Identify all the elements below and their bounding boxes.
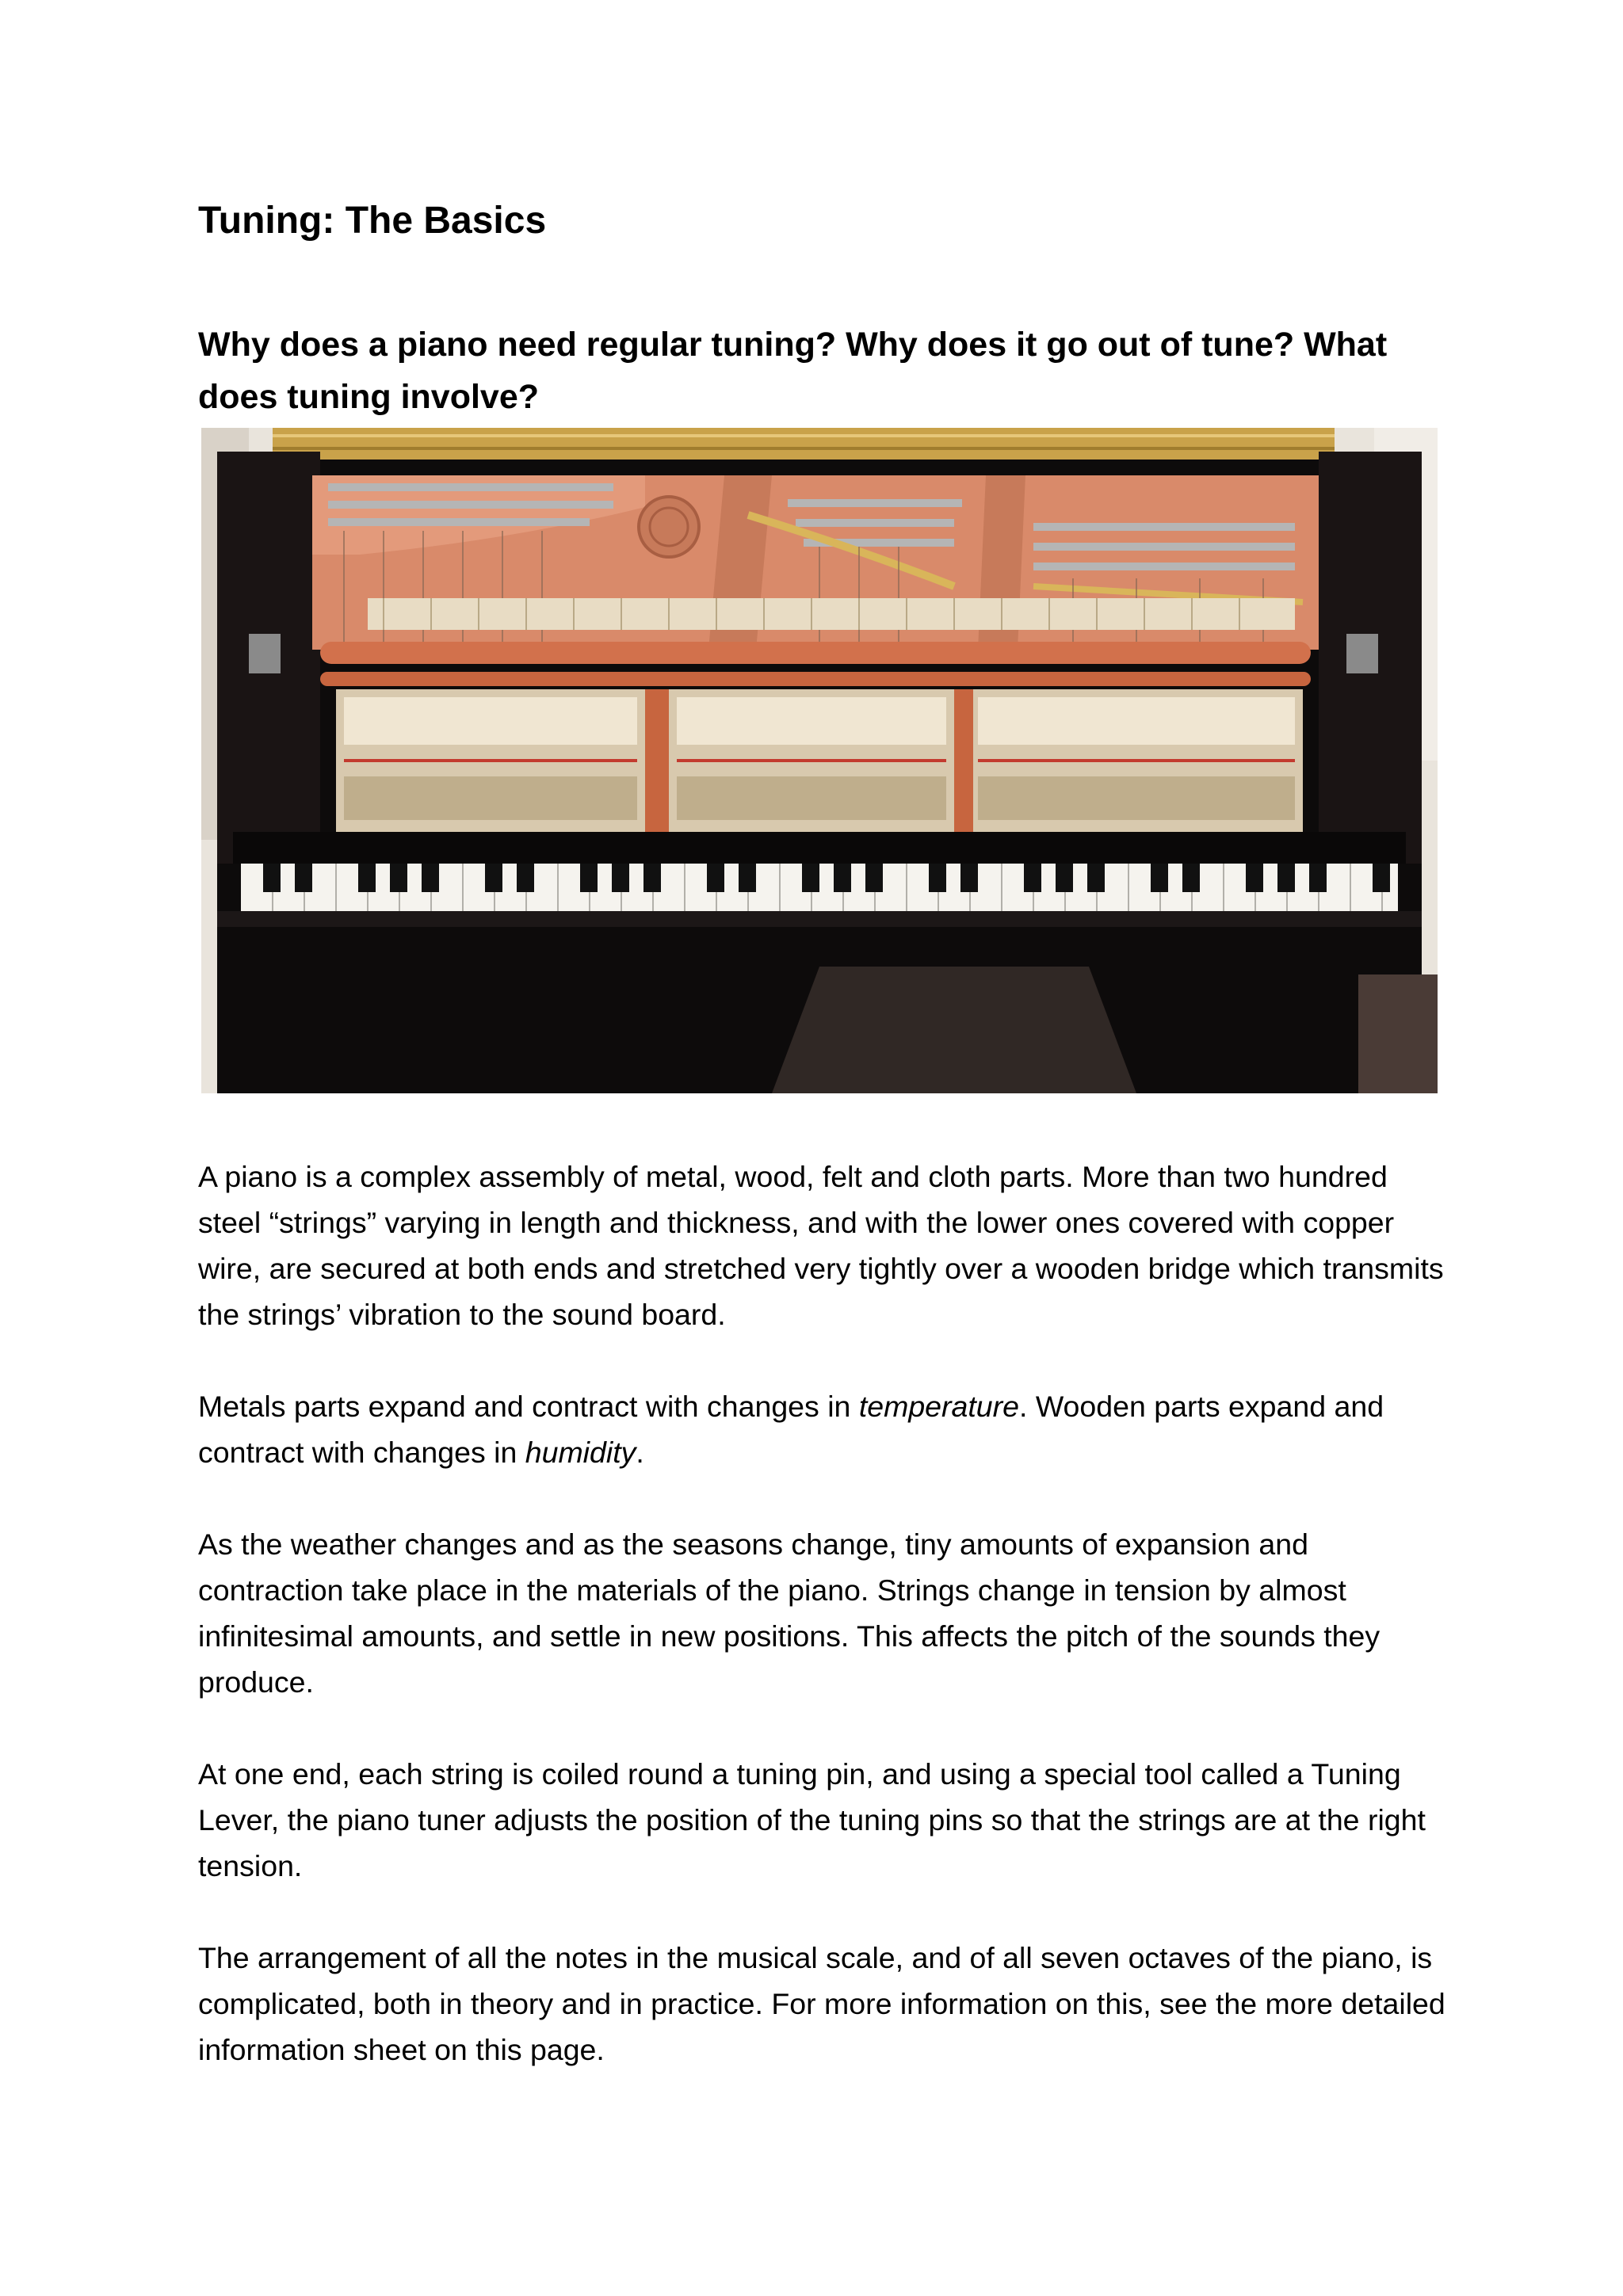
paragraph-5: The arrangement of all the notes in the musical scale, and of all seven octaves of the piano, is complicated, both in theory and in practice. For more information on this, see the more detailed information sheet on this page. bbox=[198, 1941, 1445, 2066]
emphasis-temperature: temperature bbox=[858, 1390, 1019, 1423]
page-title: Tuning: The Basics bbox=[198, 200, 547, 242]
paragraph-3: As the weather changes and as the seasons change, tiny amounts of expansion and contraction take place in the materials of the piano. Strings change in tension by almost infinitesimal amounts, and settle in new positions. This affects the pitch of the sounds they produce. bbox=[198, 1527, 1381, 1699]
piano-illustration bbox=[201, 428, 1438, 1093]
upright-piano-interior-photo bbox=[201, 428, 1438, 1093]
body-text bbox=[198, 1154, 1450, 2119]
paragraph-2-part-3: . bbox=[636, 1436, 644, 1469]
emphasis-humidity: humidity bbox=[525, 1436, 636, 1469]
page-subtitle: Why does a piano need regular tuning? Why does it go out of tune? What does tuning involve? bbox=[198, 326, 1388, 416]
paragraph-1: A piano is a complex assembly of metal, wood, felt and cloth parts. More than two hundred steel “strings” varying in length and thickness, and with the lower ones covered with copper wire, are secured at both ends and stretched very tightly over a wooden bridge which transmits the strings’ vibration to the sound board. bbox=[198, 1160, 1444, 1331]
paragraph-2 bbox=[198, 1383, 1450, 1475]
paragraph-2-part-2: . Wooden parts expand and contract with changes in bbox=[198, 1390, 1384, 1469]
paragraph-4: At one end, each string is coiled round a tuning pin, and using a special tool called a Tuning Lever, the piano tuner adjusts the position of the tuning pins so that the strings are at the right tension. bbox=[198, 1757, 1426, 1882]
paragraph-2-part-1: Metals parts expand and contract with changes in bbox=[198, 1390, 859, 1423]
